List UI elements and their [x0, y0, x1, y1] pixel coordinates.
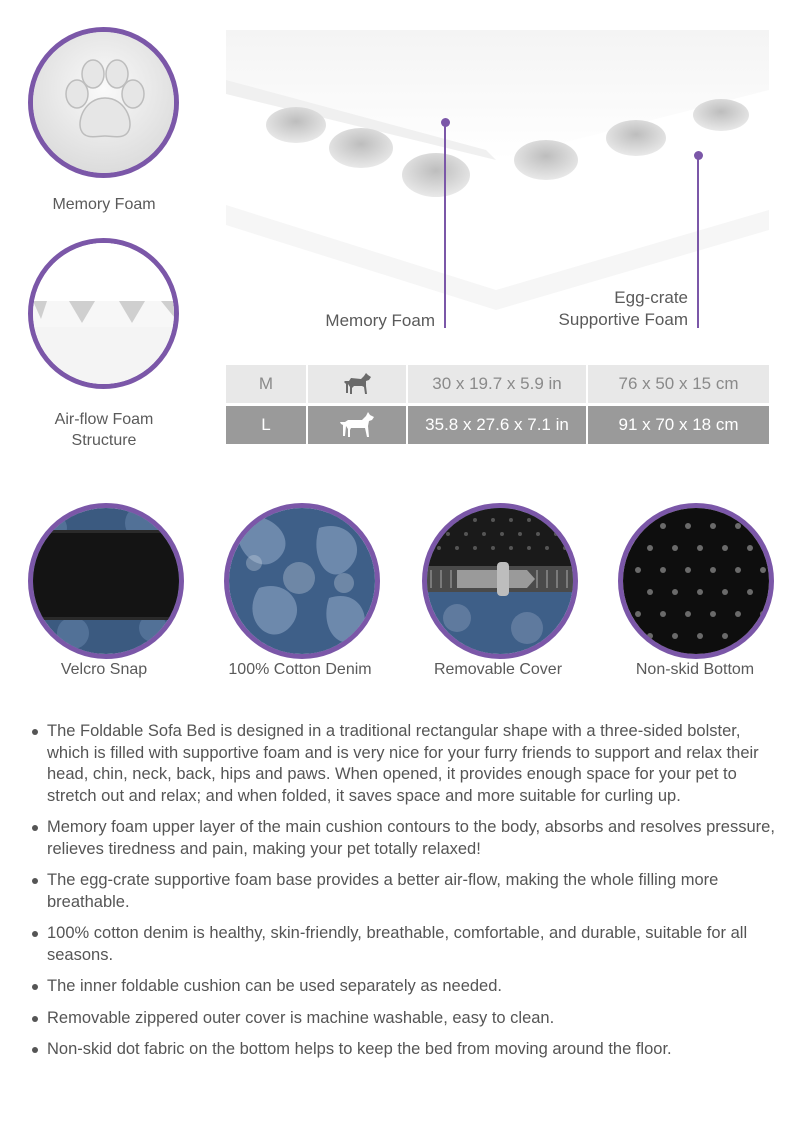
- egg-crate-callout-line: [697, 157, 699, 328]
- removable-cover-caption: Removable Cover: [433, 661, 563, 678]
- table-row: [226, 365, 769, 403]
- cm-cell: 76 x 50 x 15 cm: [586, 365, 769, 403]
- list-item: The egg-crate supportive foam base provides a better air-flow, making the whole filling more breathable.: [30, 870, 775, 913]
- list-item: The inner foldable cushion can be used separately as needed.: [30, 976, 775, 998]
- list-item: Removable zippered outer cover is machine washable, easy to clean.: [30, 1008, 775, 1030]
- egg-crate-label-line2: Supportive Foam: [558, 310, 688, 329]
- zipper-icon: [427, 508, 573, 654]
- paw-print-icon: [33, 32, 174, 173]
- memory-foam-caption: Memory Foam: [52, 196, 156, 213]
- airflow-foam-caption: Air-flow Foam Structure: [54, 411, 154, 449]
- non-skid-bottom-circle: [618, 503, 774, 659]
- removable-cover-circle: [422, 503, 578, 659]
- size-table: [226, 365, 769, 447]
- velcro-snap-caption: Velcro Snap: [60, 661, 148, 678]
- airflow-foam-circle: [28, 238, 179, 389]
- list-item: Memory foam upper layer of the main cushion contours to the body, absorbs and resolves pressure, relieves tiredness and pain, making your pet totally relaxed!: [30, 817, 775, 860]
- list-item: Non-skid dot fabric on the bottom helps to keep the bed from moving around the floor.: [30, 1039, 775, 1061]
- small-dog-icon: [306, 365, 406, 403]
- large-dog-icon: [306, 406, 406, 444]
- velcro-snap-circle: [28, 503, 184, 659]
- memory-foam-circle: [28, 27, 179, 178]
- feature-bullet-list: [30, 721, 775, 1071]
- egg-crate-foam-icon: [33, 243, 174, 384]
- memory-foam-callout-label: Memory Foam: [325, 311, 435, 330]
- cotton-denim-circle: [224, 503, 380, 659]
- list-item: 100% cotton denim is healthy, skin-friendly, breathable, comfortable, and durable, suitable for all seasons.: [30, 923, 775, 966]
- table-row: [226, 406, 769, 444]
- cotton-denim-caption: 100% Cotton Denim: [228, 661, 372, 678]
- non-skid-bottom-caption: Non-skid Bottom: [635, 661, 755, 678]
- inches-cell: 30 x 19.7 x 5.9 in: [406, 365, 586, 403]
- non-skid-dots-icon: [623, 508, 769, 654]
- list-item: The Foldable Sofa Bed is designed in a traditional rectangular shape with a three-sided bolster, which is filled with supportive foam and is very nice for your furry friends to support and relax their head, chin, neck, back, hips and paws. When opened, it provides enough space for your pet to stretch out and relax; and when folded, it saves space and more suitable for curling up.: [30, 721, 775, 807]
- size-cell: M: [226, 365, 306, 403]
- egg-crate-callout-label: [500, 287, 688, 331]
- size-cell: L: [226, 406, 306, 444]
- denim-fabric-icon: [229, 508, 375, 654]
- inches-cell: 35.8 x 27.6 x 7.1 in: [406, 406, 586, 444]
- cm-cell: 91 x 70 x 18 cm: [586, 406, 769, 444]
- memory-foam-callout-line: [444, 124, 446, 328]
- egg-crate-label-line1: Egg-crate: [614, 288, 688, 307]
- velcro-strap-icon: [33, 508, 179, 654]
